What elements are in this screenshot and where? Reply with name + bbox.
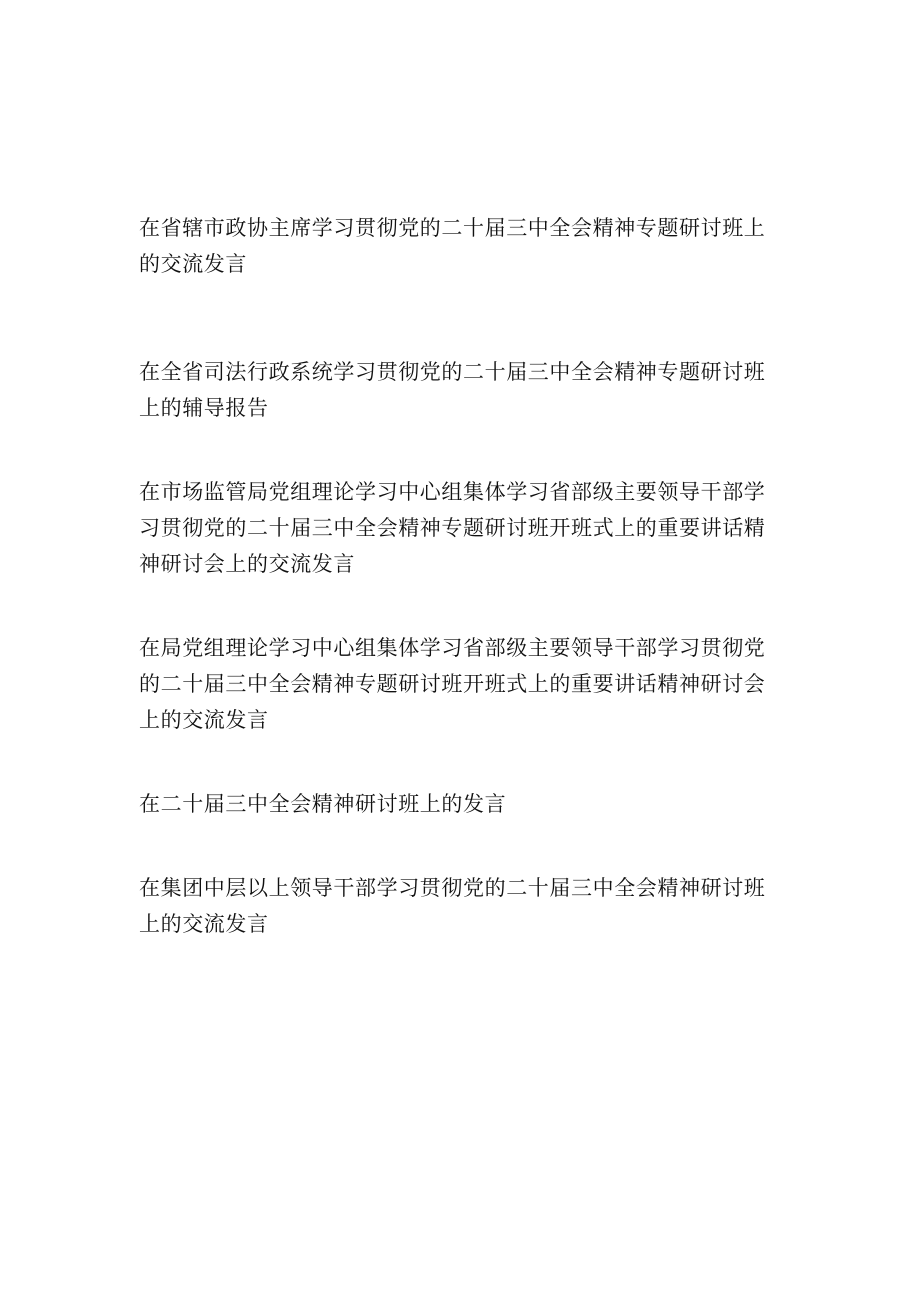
entry-title: 在省辖市政协主席学习贯彻党的二十届三中全会精神专题研讨班上的交流发言 [139,216,766,276]
entry-title: 在二十届三中全会精神研讨班上的发言 [139,792,507,816]
entry-title: 在全省司法行政系统学习贯彻党的二十届三中全会精神专题研讨班上的辅导报告 [139,360,766,420]
entry-title: 在市场监管局党组理论学习中心组集体学习省部级主要领导干部学习贯彻党的二十届三中全会精神专题研讨班开班式上的重要讲话精神研讨会上的交流发言 [139,480,766,576]
title-list [139,210,779,942]
entry-title: 在集团中层以上领导干部学习贯彻党的二十届三中全会精神研讨班上的交流发言 [139,876,766,936]
entry-title: 在局党组理论学习中心组集体学习省部级主要领导干部学习贯彻党的二十届三中全会精神专题研讨班开班式上的重要讲话精神研讨会上的交流发言 [139,636,766,732]
